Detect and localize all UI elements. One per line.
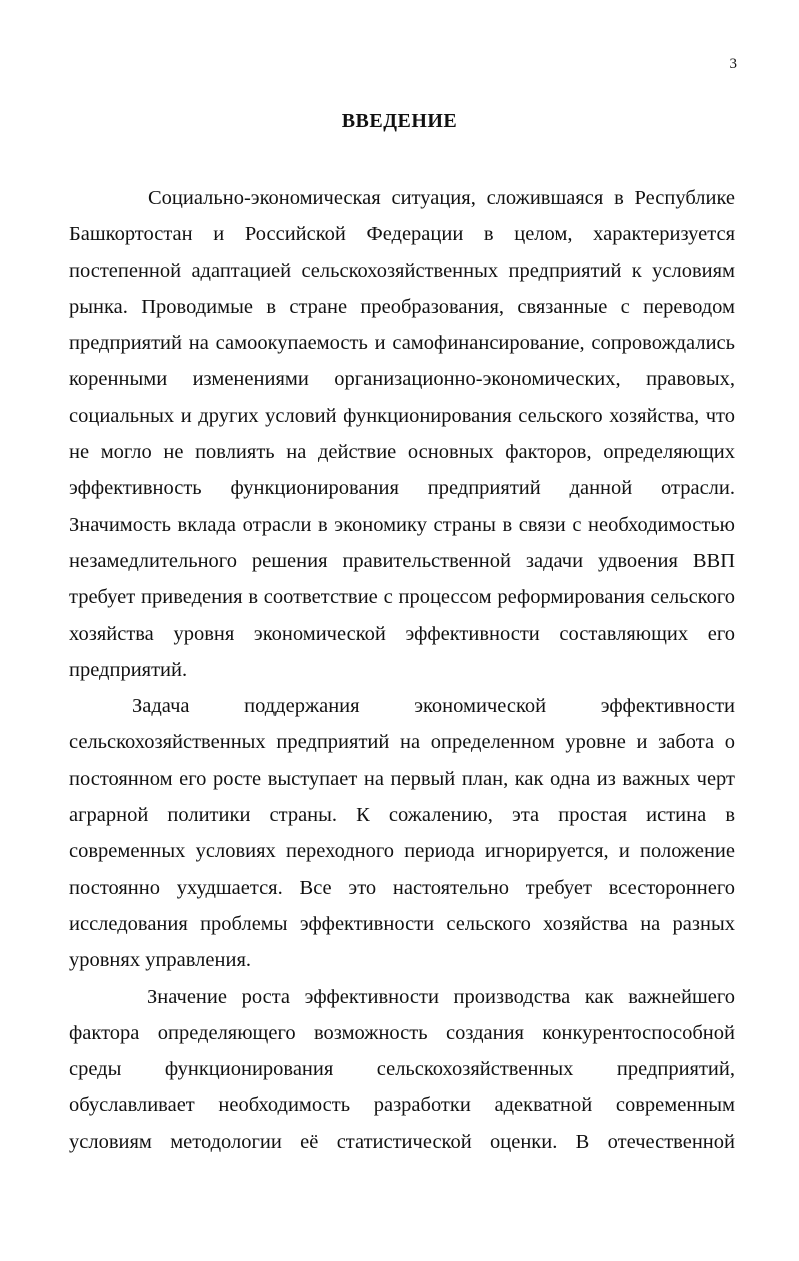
body-text (69, 180, 735, 1160)
paragraph-2: Задача поддержания экономической эффективности сельскохозяйственных предприятий на определенном уровне и забота о постоянном его росте выступает на первый план, как одна из важных черт аграрной политики страны. К сожалению, эта простая истина в современных условиях переходного периода игнорируется, и положение постоянно ухудшается. Все это настоятельно требует всестороннего исследования проблемы эффективности сельского хозяйства на разных уровнях управления. (69, 695, 735, 972)
page-title: ВВЕДЕНИЕ (341, 110, 458, 132)
page-number: 3 (729, 56, 737, 72)
paragraph-1: Социально-экономическая ситуация, сложившаяся в Республике Башкортостан и Российской Федерации в целом, характеризуется постепенной адаптацией сельскохозяйственных предприятий к условиям рынка. Проводимые в стране преобразования, связанные с переводом предприятий на самоокупаемость и самофинансирование, сопровождались коренными изменениями организационно-экономических, правовых, социальных и других условий функционирования сельского хозяйства, что не могло не повлиять на действие основных факторов, определяющих эффективность функционирования предприятий данной отрасли. Значимость вклада отрасли в экономику страны в связи с необходимостью незамедлительного решения правительственной задачи удвоения ВВП требует приведения в соответствие с процессом реформирования сельского хозяйства уровня экономической эффективности составляющих его предприятий. (69, 187, 735, 681)
paragraph-3: Значение роста эффективности производства как важнейшего фактора определяющего возможность создания конкурентоспособной среды функционирования сельскохозяйственных предприятий, обуславливает необходимость разработки адекватной современным условиям методологии её статистической оценки. В отечественной (69, 985, 735, 1153)
